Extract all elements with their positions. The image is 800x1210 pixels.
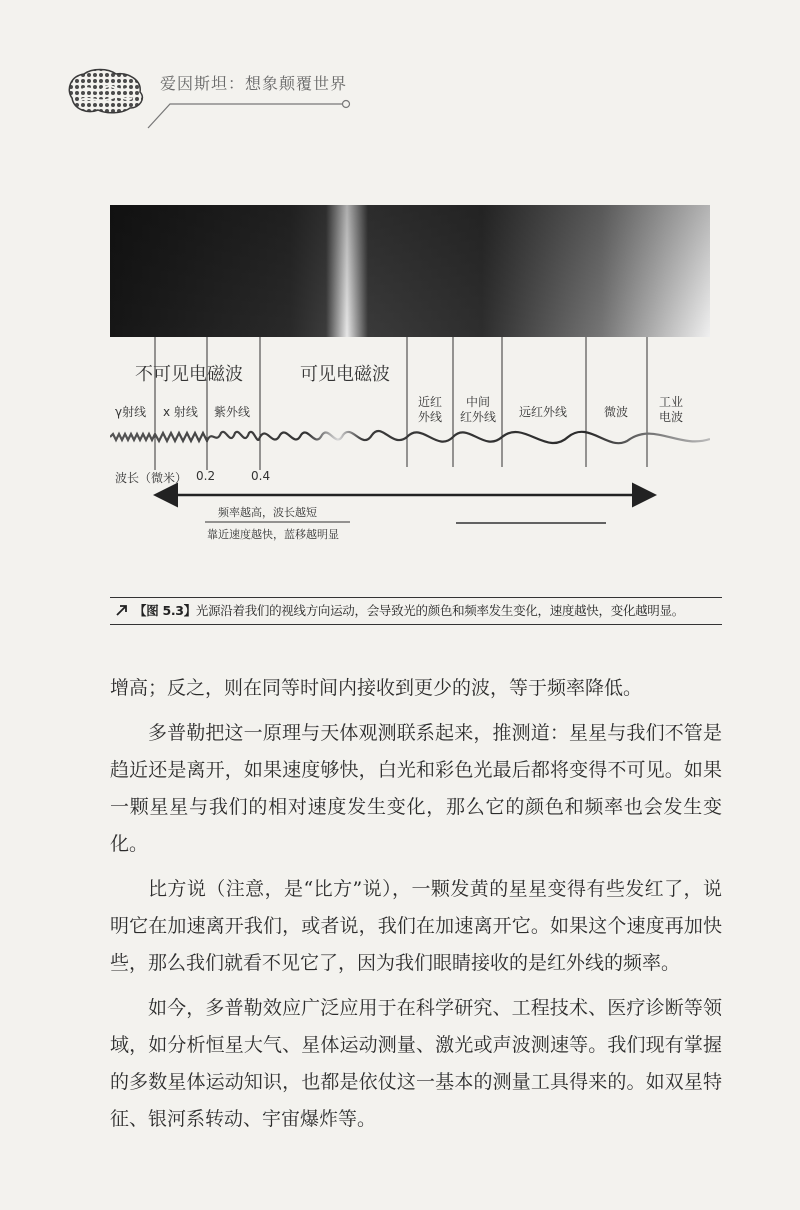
- note-frequency: 频率越高，波长越短: [218, 506, 317, 519]
- band-label-xray: x 射线: [163, 405, 198, 419]
- caption-text: 光源沿着我们的视线方向运动，会导致光的颜色和频率发生变化，速度越快，变化越明显。: [195, 603, 684, 618]
- tick-label-0-2: 0.2: [196, 469, 216, 483]
- arrow-up-right-icon: [114, 603, 130, 617]
- em-spectrum-figure: [110, 205, 710, 585]
- page-header: [0, 0, 800, 140]
- paragraph: 比方说（注意，是“比方”说），一颗发黄的星星变得有些发红了，说明它在加速离开我们，或者说，我们在加速离开它。如果这个速度再加快些，那么我们就看不见它了，因为我们眼睛接收的是红外线的频率。: [110, 878, 722, 974]
- band-label-near-ir: 近红 外线: [417, 395, 442, 424]
- invisible-em-label: 不可见电磁波: [135, 364, 243, 385]
- figure-caption: [110, 597, 722, 625]
- header-decoration-line: [0, 0, 800, 140]
- band-label-gamma: γ射线: [115, 405, 147, 419]
- caption-tag: 【图 5.3】: [134, 603, 196, 618]
- note-blueshift: 靠近速度越快，蓝移越明显: [207, 528, 339, 541]
- visible-em-label: 可见电磁波: [300, 364, 390, 385]
- paragraph: 如今，多普勒效应广泛应用于在科学研究、工程技术、医疗诊断等领域，如分析恒星大气、星体运动测量、激光或声波测速等。我们现有掌握的多数星体运动知识，也都是依仗这一基本的测量工具得来的。如双星特征、银河系转动、宇宙爆炸等。: [110, 997, 722, 1130]
- running-head-title: 爱因斯坦：想象颠覆世界: [160, 74, 348, 93]
- paragraph: 多普勒把这一原理与天体观测联系起来，推测道：星星与我们不管是趋近还是离开，如果速度够快，白光和彩色光最后都将变得不可见。如果一颗星星与我们的相对速度发生变化，那么它的颜色和频率也会发生变化。: [110, 722, 722, 855]
- band-label-microwave: 微波: [604, 405, 629, 419]
- band-label-far-ir: 远红外线: [519, 405, 568, 419]
- tick-label-0-4: 0.4: [251, 469, 271, 483]
- band-label-uv: 紫外线: [214, 405, 251, 419]
- spectrum-wave: [110, 431, 710, 443]
- body-text: [110, 670, 722, 1146]
- paragraph: 增高；反之，则在同等时间内接收到更少的波，等于频率降低。: [110, 677, 643, 699]
- wavelength-axis-label: 波长（微米）: [115, 471, 188, 485]
- band-label-mid-ir: 中间 红外线: [459, 395, 496, 424]
- band-label-industrial: 工业 电波: [658, 395, 683, 424]
